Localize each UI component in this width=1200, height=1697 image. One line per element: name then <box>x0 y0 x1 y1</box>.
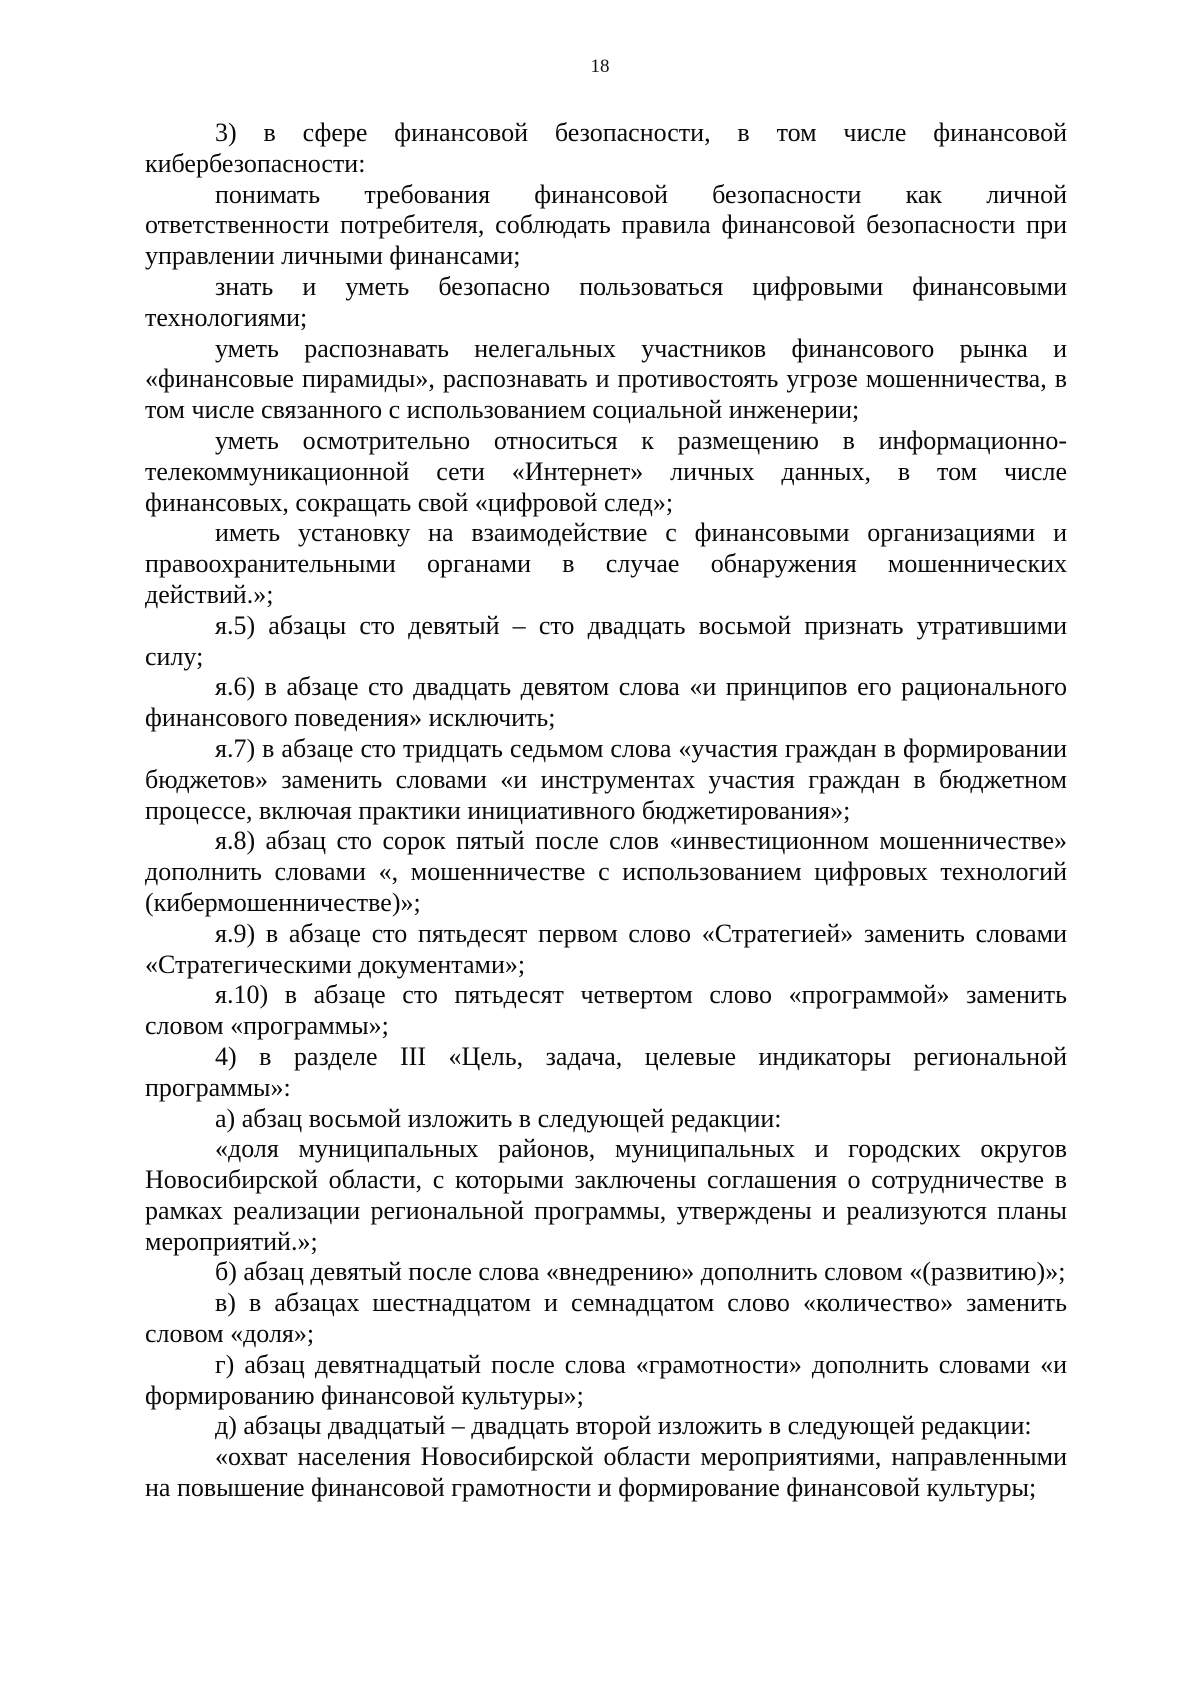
paragraph-a: а) абзац восьмой изложить в следующей редакции: <box>215 1103 782 1133</box>
paragraph-municipal-share: «доля муниципальных районов, муниципальных и городских округов Новосибирской области, с которыми заключены соглашения о сотрудничестве в рамках реализации региональной программы, утверждены и реализуются планы мероприятий.»; <box>145 1134 1067 1256</box>
paragraph-4-section-iii: 4) в разделе III «Цель, задача, целевые индикаторы региональной программы»: <box>145 1041 1067 1102</box>
paragraph-understand-requirements: понимать требования финансовой безопасности как личной ответственности потребителя, соблюдать правила финансовой безопасности при управлении личными финансами; <box>145 179 1067 271</box>
paragraph-ya-10: я.10) в абзаце сто пятьдесят четвертом слово «программой» заменить словом «программы»; <box>145 980 1067 1041</box>
paragraph-ya-8: я.8) абзац сто сорок пятый после слов «инвестиционном мошенничестве» дополнить словами «, мошенничестве с использованием цифровых технологий (кибермошенничестве)»; <box>145 826 1067 917</box>
paragraph-ya-5: я.5) абзацы сто девятый – сто двадцать восьмой признать утратившими силу; <box>145 610 1067 671</box>
paragraph-ya-6: я.6) в абзаце сто двадцать девятом слова «и принципов его рационального финансового поведения» исключить; <box>145 672 1067 733</box>
paragraph-3-financial-security: 3) в сфере финансовой безопасности, в том числе финансовой кибербезопасности: <box>145 118 1067 178</box>
page-number: 18 <box>590 56 610 77</box>
paragraph-ya-7: я.7) в абзаце сто тридцать седьмом слова «участия граждан в формировании бюджетов» заменить словами «и инструментах участия граждан в бюджетном процессе, включая практики инициативного бюджетирования»; <box>145 733 1067 825</box>
document-body <box>145 118 1067 1504</box>
paragraph-g: г) абзац девятнадцатый после слова «грамотности» дополнить словами «и формированию финансовой культуры»; <box>145 1349 1067 1410</box>
paragraph-v: в) в абзацах шестнадцатом и семнадцатом слово «количество» заменить словом «доля»; <box>145 1288 1067 1349</box>
paragraph-interaction: иметь установку на взаимодействие с финансовыми организациями и правоохранительными органами в случае обнаружения мошеннических действий.»; <box>145 518 1067 609</box>
paragraph-population-coverage: «охват населения Новосибирской области мероприятиями, направленными на повышение финансовой грамотности и формирование финансовой культуры; <box>145 1442 1067 1503</box>
paragraph-d: д) абзацы двадцатый – двадцать второй изложить в следующей редакции: <box>215 1411 1032 1441</box>
paragraph-b: б) абзац девятый после слова «внедрению» дополнить словом «(развитию)»; <box>215 1257 1066 1287</box>
paragraph-recognize-illegal: уметь распознавать нелегальных участников финансового рынка и «финансовые пирамиды», распознавать и противостоять угрозе мошенничества, в том числе связанного с использованием социальной инженерии; <box>145 333 1067 425</box>
paragraph-digital-technologies: знать и уметь безопасно пользоваться цифровыми финансовыми технологиями; <box>145 271 1067 332</box>
paragraph-personal-data: уметь осмотрительно относиться к размещению в информационно-телекоммуникационной сети «Интернет» личных данных, в том числе финансовых, сокращать свой «цифровой след»; <box>145 425 1067 517</box>
paragraph-ya-9: я.9) в абзаце сто пятьдесят первом слово «Стратегией» заменить словами «Стратегическими документами»; <box>145 918 1067 979</box>
